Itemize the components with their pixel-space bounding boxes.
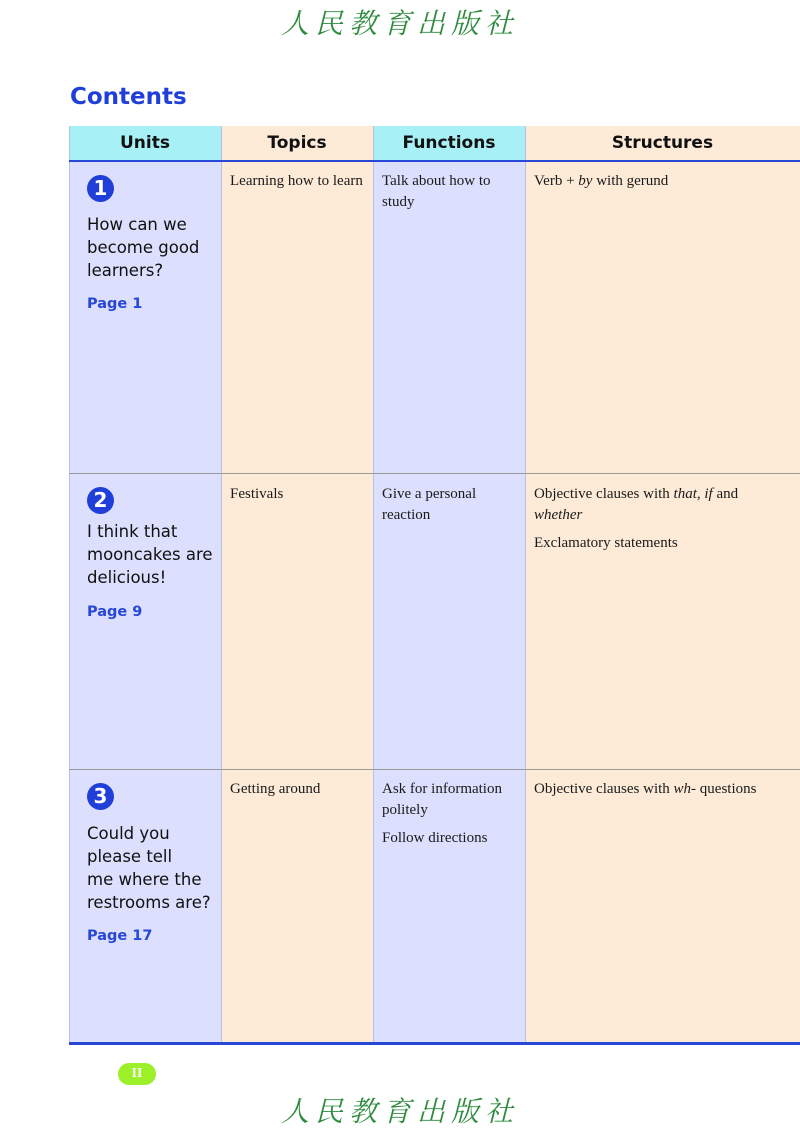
function-text: Give a personal reaction (382, 486, 477, 523)
row-divider (69, 473, 800, 474)
structure-text: Exclamatory statements (534, 535, 678, 551)
header-rule (69, 160, 800, 162)
structure-text: Objective clauses with that, if and whether (534, 486, 739, 523)
functions-column (373, 126, 525, 1044)
contents-table (69, 126, 800, 1044)
topic-text: Getting around (230, 781, 321, 797)
row-divider (69, 769, 800, 770)
publisher-logo-top: 人民教育出版社 (280, 7, 519, 40)
header-topics: Topics (221, 126, 373, 160)
column-divider (373, 126, 374, 1044)
topic-text: Learning how to learn (230, 173, 363, 189)
column-divider (221, 126, 222, 1044)
function-text: Follow directions (382, 830, 488, 846)
column-divider (525, 126, 526, 1044)
table-bottom-rule (69, 1042, 800, 1045)
page-number-badge: II (118, 1063, 156, 1085)
function-text: Ask for information politely (382, 781, 502, 818)
topic-text: Festivals (230, 486, 284, 502)
structure-text: Objective clauses with wh- questions (534, 781, 757, 797)
unit-title: How can we become good learners? (87, 215, 200, 280)
function-text: Talk about how to study (382, 173, 491, 210)
unit-number-badge: 1 (87, 175, 114, 202)
header-functions: Functions (373, 126, 525, 160)
unit-page-link[interactable]: Page 9 (87, 604, 143, 620)
unit-title: Could you please tell me where the restrooms are? (87, 824, 211, 912)
structure-text: Verb + by with gerund (534, 173, 669, 189)
table-border-left (69, 126, 70, 1044)
structures-column (525, 126, 800, 1044)
unit-title: I think that mooncakes are delicious! (87, 522, 213, 587)
unit-page-link[interactable]: Page 17 (87, 928, 153, 944)
header-units: Units (69, 126, 221, 160)
unit-number-badge: 3 (87, 783, 114, 810)
header-structures: Structures (525, 126, 800, 160)
unit-number-badge: 2 (87, 487, 114, 514)
topics-column (221, 126, 373, 1044)
unit-page-link[interactable]: Page 1 (87, 296, 143, 312)
page-title: Contents (70, 84, 187, 110)
publisher-logo-bottom: 人民教育出版社 (280, 1095, 519, 1128)
